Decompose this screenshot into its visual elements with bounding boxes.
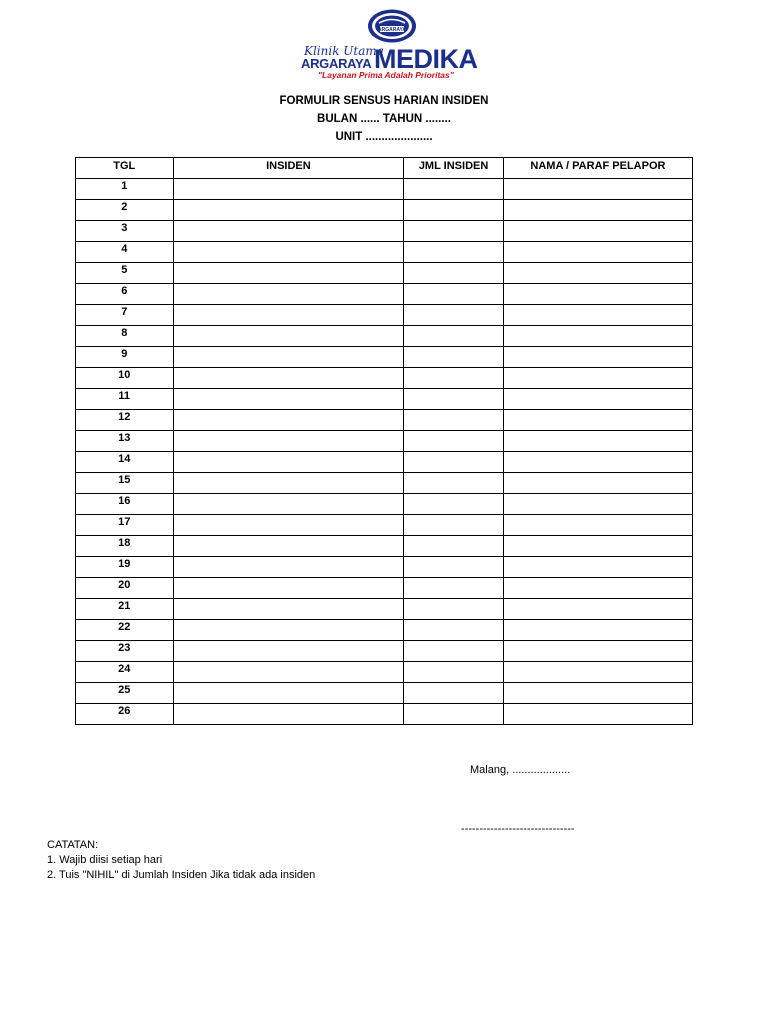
notes-section	[47, 838, 315, 883]
cell-insiden[interactable]	[173, 242, 404, 263]
cell-jml-insiden[interactable]	[404, 179, 504, 200]
cell-insiden[interactable]	[173, 263, 404, 284]
cell-jml-insiden[interactable]	[404, 242, 504, 263]
cell-jml-insiden[interactable]	[404, 200, 504, 221]
cell-insiden[interactable]	[173, 494, 404, 515]
cell-jml-insiden[interactable]	[404, 431, 504, 452]
logo-argaraya-text: ARGARAYA	[301, 56, 372, 71]
cell-tgl: 3	[76, 221, 174, 242]
cell-insiden[interactable]	[173, 284, 404, 305]
cell-nama-paraf[interactable]	[503, 557, 692, 578]
cell-insiden[interactable]	[173, 578, 404, 599]
cell-tgl: 15	[76, 473, 174, 494]
cell-jml-insiden[interactable]	[404, 410, 504, 431]
cell-jml-insiden[interactable]	[404, 473, 504, 494]
note-item: 2. Tuis "NIHIL" di Jumlah Insiden Jika tidak ada insiden	[47, 869, 316, 881]
cell-nama-paraf[interactable]	[503, 578, 692, 599]
table-row	[76, 536, 693, 557]
table-row	[76, 263, 693, 284]
cell-jml-insiden[interactable]	[404, 494, 504, 515]
cell-nama-paraf[interactable]	[503, 452, 692, 473]
signature-line: -------------------------------	[461, 823, 575, 835]
cell-tgl: 26	[76, 704, 174, 725]
header-insiden: INSIDEN	[173, 158, 404, 179]
cell-tgl: 2	[76, 200, 174, 221]
table-row	[76, 494, 693, 515]
cell-insiden[interactable]	[173, 410, 404, 431]
cell-tgl: 11	[76, 389, 174, 410]
cell-nama-paraf[interactable]	[503, 704, 692, 725]
notes-heading: CATATAN:	[47, 839, 99, 851]
cell-insiden[interactable]	[173, 536, 404, 557]
cell-insiden[interactable]	[173, 620, 404, 641]
cell-insiden[interactable]	[173, 179, 404, 200]
form-title: FORMULIR SENSUS HARIAN INSIDEN	[279, 95, 489, 107]
cell-jml-insiden[interactable]	[404, 683, 504, 704]
cell-nama-paraf[interactable]	[503, 368, 692, 389]
cell-nama-paraf[interactable]	[503, 326, 692, 347]
cell-jml-insiden[interactable]	[404, 620, 504, 641]
cell-insiden[interactable]	[173, 389, 404, 410]
form-unit: UNIT .....................	[335, 131, 433, 143]
table-row	[76, 683, 693, 704]
cell-tgl: 24	[76, 662, 174, 683]
table-row	[76, 473, 693, 494]
cell-jml-insiden[interactable]	[404, 347, 504, 368]
table-row	[76, 662, 693, 683]
table-row	[76, 410, 693, 431]
table-header-row	[76, 158, 693, 179]
cell-insiden[interactable]	[173, 515, 404, 536]
cell-nama-paraf[interactable]	[503, 305, 692, 326]
clinic-logo	[298, 8, 480, 80]
cell-nama-paraf[interactable]	[503, 284, 692, 305]
header-tgl: TGL	[76, 158, 174, 179]
cell-nama-paraf[interactable]	[503, 263, 692, 284]
cell-nama-paraf[interactable]	[503, 389, 692, 410]
cell-insiden[interactable]	[173, 662, 404, 683]
cell-jml-insiden[interactable]	[404, 368, 504, 389]
cell-nama-paraf[interactable]	[503, 536, 692, 557]
cell-tgl: 13	[76, 431, 174, 452]
table-row	[76, 431, 693, 452]
cell-jml-insiden[interactable]	[404, 641, 504, 662]
cell-jml-insiden[interactable]	[404, 557, 504, 578]
cell-nama-paraf[interactable]	[503, 347, 692, 368]
table-row	[76, 284, 693, 305]
cell-tgl: 17	[76, 515, 174, 536]
cell-insiden[interactable]	[173, 473, 404, 494]
table-row	[76, 368, 693, 389]
cell-nama-paraf[interactable]	[503, 620, 692, 641]
cell-jml-insiden[interactable]	[404, 326, 504, 347]
cell-tgl: 4	[76, 242, 174, 263]
cell-nama-paraf[interactable]	[503, 473, 692, 494]
place-date: Malang, ...................	[470, 764, 571, 776]
cell-insiden[interactable]	[173, 200, 404, 221]
emblem-text: ARGARAYA	[378, 27, 406, 33]
logo-medika-text: MEDIKA	[374, 44, 478, 74]
cell-tgl: 8	[76, 326, 174, 347]
cell-tgl: 21	[76, 599, 174, 620]
table-row	[76, 305, 693, 326]
table-row	[76, 599, 693, 620]
table-row	[76, 179, 693, 200]
cell-jml-insiden[interactable]	[404, 389, 504, 410]
cell-nama-paraf[interactable]	[503, 683, 692, 704]
cell-nama-paraf[interactable]	[503, 641, 692, 662]
table-row	[76, 389, 693, 410]
cell-nama-paraf[interactable]	[503, 179, 692, 200]
cell-tgl: 5	[76, 263, 174, 284]
cell-tgl: 6	[76, 284, 174, 305]
cell-insiden[interactable]	[173, 221, 404, 242]
cell-tgl: 14	[76, 452, 174, 473]
cell-jml-insiden[interactable]	[404, 515, 504, 536]
table-row	[76, 557, 693, 578]
cell-tgl: 1	[76, 179, 174, 200]
cell-nama-paraf[interactable]	[503, 242, 692, 263]
table-row	[76, 326, 693, 347]
header-jml-insiden: JML INSIDEN	[404, 158, 504, 179]
cell-tgl: 18	[76, 536, 174, 557]
cell-insiden[interactable]	[173, 704, 404, 725]
cell-jml-insiden[interactable]	[404, 599, 504, 620]
cell-jml-insiden[interactable]	[404, 662, 504, 683]
cell-tgl: 20	[76, 578, 174, 599]
header-nama-paraf: NAMA / PARAF PELAPOR	[503, 158, 692, 179]
cell-nama-paraf[interactable]	[503, 599, 692, 620]
cell-tgl: 10	[76, 368, 174, 389]
table-row	[76, 515, 693, 536]
form-period: BULAN ...... TAHUN ........	[317, 113, 451, 125]
cell-nama-paraf[interactable]	[503, 410, 692, 431]
table-row	[76, 578, 693, 599]
clinic-emblem-icon	[366, 8, 418, 44]
cell-insiden[interactable]	[173, 431, 404, 452]
table-row	[76, 704, 693, 725]
cell-insiden[interactable]	[173, 305, 404, 326]
logo-klinik-text: Klinik Utama	[304, 44, 384, 58]
cell-jml-insiden[interactable]	[404, 704, 504, 725]
cell-insiden[interactable]	[173, 347, 404, 368]
cell-tgl: 25	[76, 683, 174, 704]
table-row	[76, 200, 693, 221]
cell-tgl: 16	[76, 494, 174, 515]
cell-nama-paraf[interactable]	[503, 515, 692, 536]
cell-jml-insiden[interactable]	[404, 284, 504, 305]
form-title-block	[0, 92, 768, 146]
logo-slogan: "Layanan Prima Adalah Prioritas"	[318, 70, 454, 80]
cell-nama-paraf[interactable]	[503, 494, 692, 515]
cell-insiden[interactable]	[173, 452, 404, 473]
cell-jml-insiden[interactable]	[404, 305, 504, 326]
cell-tgl: 9	[76, 347, 174, 368]
cell-jml-insiden[interactable]	[404, 452, 504, 473]
cell-tgl: 12	[76, 410, 174, 431]
cell-insiden[interactable]	[173, 683, 404, 704]
cell-jml-insiden[interactable]	[404, 578, 504, 599]
cell-tgl: 23	[76, 641, 174, 662]
cell-insiden[interactable]	[173, 641, 404, 662]
cell-tgl: 22	[76, 620, 174, 641]
cell-jml-insiden[interactable]	[404, 263, 504, 284]
cell-nama-paraf[interactable]	[503, 200, 692, 221]
table-row	[76, 641, 693, 662]
cell-tgl: 19	[76, 557, 174, 578]
cell-tgl: 7	[76, 305, 174, 326]
table-row	[76, 347, 693, 368]
table-row	[76, 452, 693, 473]
table-row	[76, 242, 693, 263]
cell-insiden[interactable]	[173, 599, 404, 620]
cell-nama-paraf[interactable]	[503, 221, 692, 242]
census-table-body	[76, 179, 693, 725]
cell-nama-paraf[interactable]	[503, 431, 692, 452]
cell-nama-paraf[interactable]	[503, 662, 692, 683]
note-item: 1. Wajib diisi setiap hari	[47, 854, 163, 866]
cell-insiden[interactable]	[173, 368, 404, 389]
cell-jml-insiden[interactable]	[404, 221, 504, 242]
table-row	[76, 221, 693, 242]
cell-insiden[interactable]	[173, 326, 404, 347]
census-table	[75, 157, 693, 725]
cell-insiden[interactable]	[173, 557, 404, 578]
table-row	[76, 620, 693, 641]
cell-jml-insiden[interactable]	[404, 536, 504, 557]
